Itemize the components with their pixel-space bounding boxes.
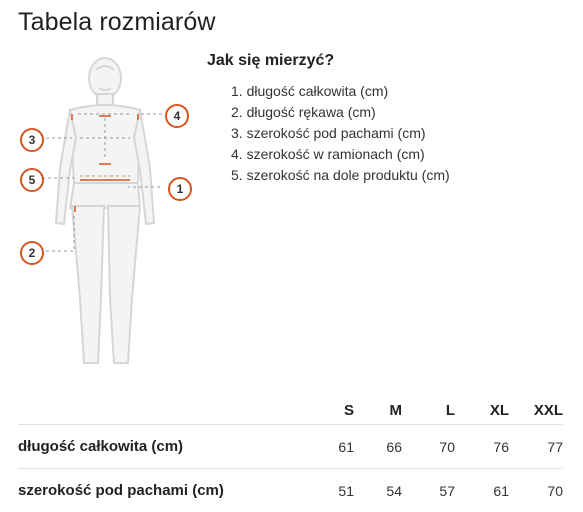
size-header-row xyxy=(18,396,563,425)
marker-5: 5 xyxy=(20,168,44,192)
size-header-empty xyxy=(18,396,264,425)
table-row xyxy=(18,425,563,469)
table-cell: 66 xyxy=(354,425,402,469)
howto-item: 2. długość rękawa (cm) xyxy=(231,102,450,123)
measurement-figure xyxy=(0,48,200,378)
table-cell: 51 xyxy=(264,469,354,512)
size-header-m: M xyxy=(354,396,402,425)
howto-item: 3. szerokość pod pachami (cm) xyxy=(231,123,450,144)
howto-item: 4. szerokość w ramionach (cm) xyxy=(231,144,450,165)
row-label: szerokość pod pachami (cm) xyxy=(18,469,264,512)
row-label: długość całkowita (cm) xyxy=(18,425,264,469)
size-header-l: L xyxy=(402,396,455,425)
marker-4: 4 xyxy=(165,104,189,128)
size-header-s: S xyxy=(264,396,354,425)
howto-item: 1. długość całkowita (cm) xyxy=(231,81,450,102)
table-row xyxy=(18,469,563,512)
table-cell: 76 xyxy=(455,425,509,469)
table-cell: 54 xyxy=(354,469,402,512)
table-cell: 61 xyxy=(455,469,509,512)
howto-item: 5. szerokość na dole produktu (cm) xyxy=(231,165,450,186)
table-cell: 70 xyxy=(402,425,455,469)
howto-title: Jak się mierzyć? xyxy=(207,52,334,70)
page-title: Tabela rozmiarów xyxy=(18,8,216,37)
size-header-xxl: XXL xyxy=(509,396,563,425)
table-cell: 70 xyxy=(509,469,563,512)
size-table xyxy=(18,396,563,512)
marker-2: 2 xyxy=(20,241,44,265)
marker-3: 3 xyxy=(20,128,44,152)
table-cell: 57 xyxy=(402,469,455,512)
howto-list xyxy=(231,81,450,186)
body-silhouette-illustration xyxy=(0,48,200,378)
table-cell: 61 xyxy=(264,425,354,469)
size-header-xl: XL xyxy=(455,396,509,425)
marker-1: 1 xyxy=(168,177,192,201)
table-cell: 77 xyxy=(509,425,563,469)
